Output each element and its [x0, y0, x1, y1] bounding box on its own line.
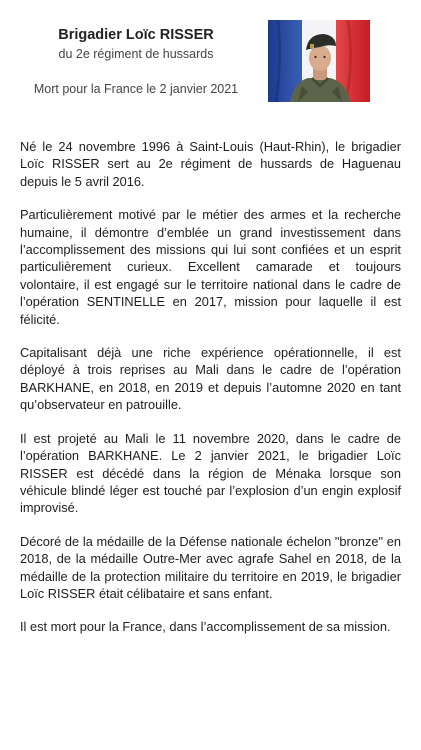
death-date-line: Mort pour la France le 2 janvier 2021	[33, 82, 239, 96]
paragraph-deployments: Capitalisant déjà une riche expérience opérationnelle, il est déployé à trois reprises au Mali dans le cadre de l’opération BARKHANE, en 2018, en 2019 et depuis l’automne 2020 en tant qu’observateur en patrouille.	[20, 345, 401, 413]
paragraph-death: Il est projeté au Mali le 11 novembre 2020, dans le cadre de l’opération BARKHANE. Le 2 janvier 2021, le brigadier Loïc RISSER est décédé dans la région de Ménaka lorsque son véhicule blindé léger est touché par l’explosion d’un engin explosif improvisé.	[20, 430, 401, 516]
paragraph-decorations: Décoré de la médaille de la Défense nationale échelon "bronze" en 2018, de la médaille Outre-Mer avec agrafe Sahel en 2018, de la médaille de la protection militaire du territoire en 2019, le brigadier Loïc RISSER était célibataire et sans enfant.	[20, 533, 401, 601]
biography	[20, 138, 401, 652]
header	[0, 0, 421, 110]
paragraph-birth: Né le 24 novembre 1996 à Saint-Louis (Haut-Rhin), le brigadier Loïc RISSER sert au 2e régiment de hussards de Haguenau depuis le 5 avril 2016.	[20, 139, 401, 189]
paragraph-character: Particulièrement motivé par le métier des armes et la recherche humaine, il démontre d’emblée un grand investissement dans l’accomplissement des missions qui lui sont confiées et un esprit particulièrement curieux. Excellent camarade et toujours volontaire, il est engagé sur le territoire national dans le cadre de l’opération SENTINELLE en 2017, mission pour laquelle il est félicité.	[20, 207, 401, 327]
portrait-photo	[268, 20, 370, 102]
soldier-name: Brigadier Loïc RISSER	[58, 27, 214, 43]
paragraph-closing: Il est mort pour la France, dans l’accomplissement de sa mission.	[20, 619, 391, 635]
face-silhouette	[309, 45, 331, 71]
portrait-flag-background	[268, 20, 370, 102]
regiment-subtitle: du 2e régiment de hussards	[58, 47, 214, 61]
title-block	[20, 26, 252, 97]
